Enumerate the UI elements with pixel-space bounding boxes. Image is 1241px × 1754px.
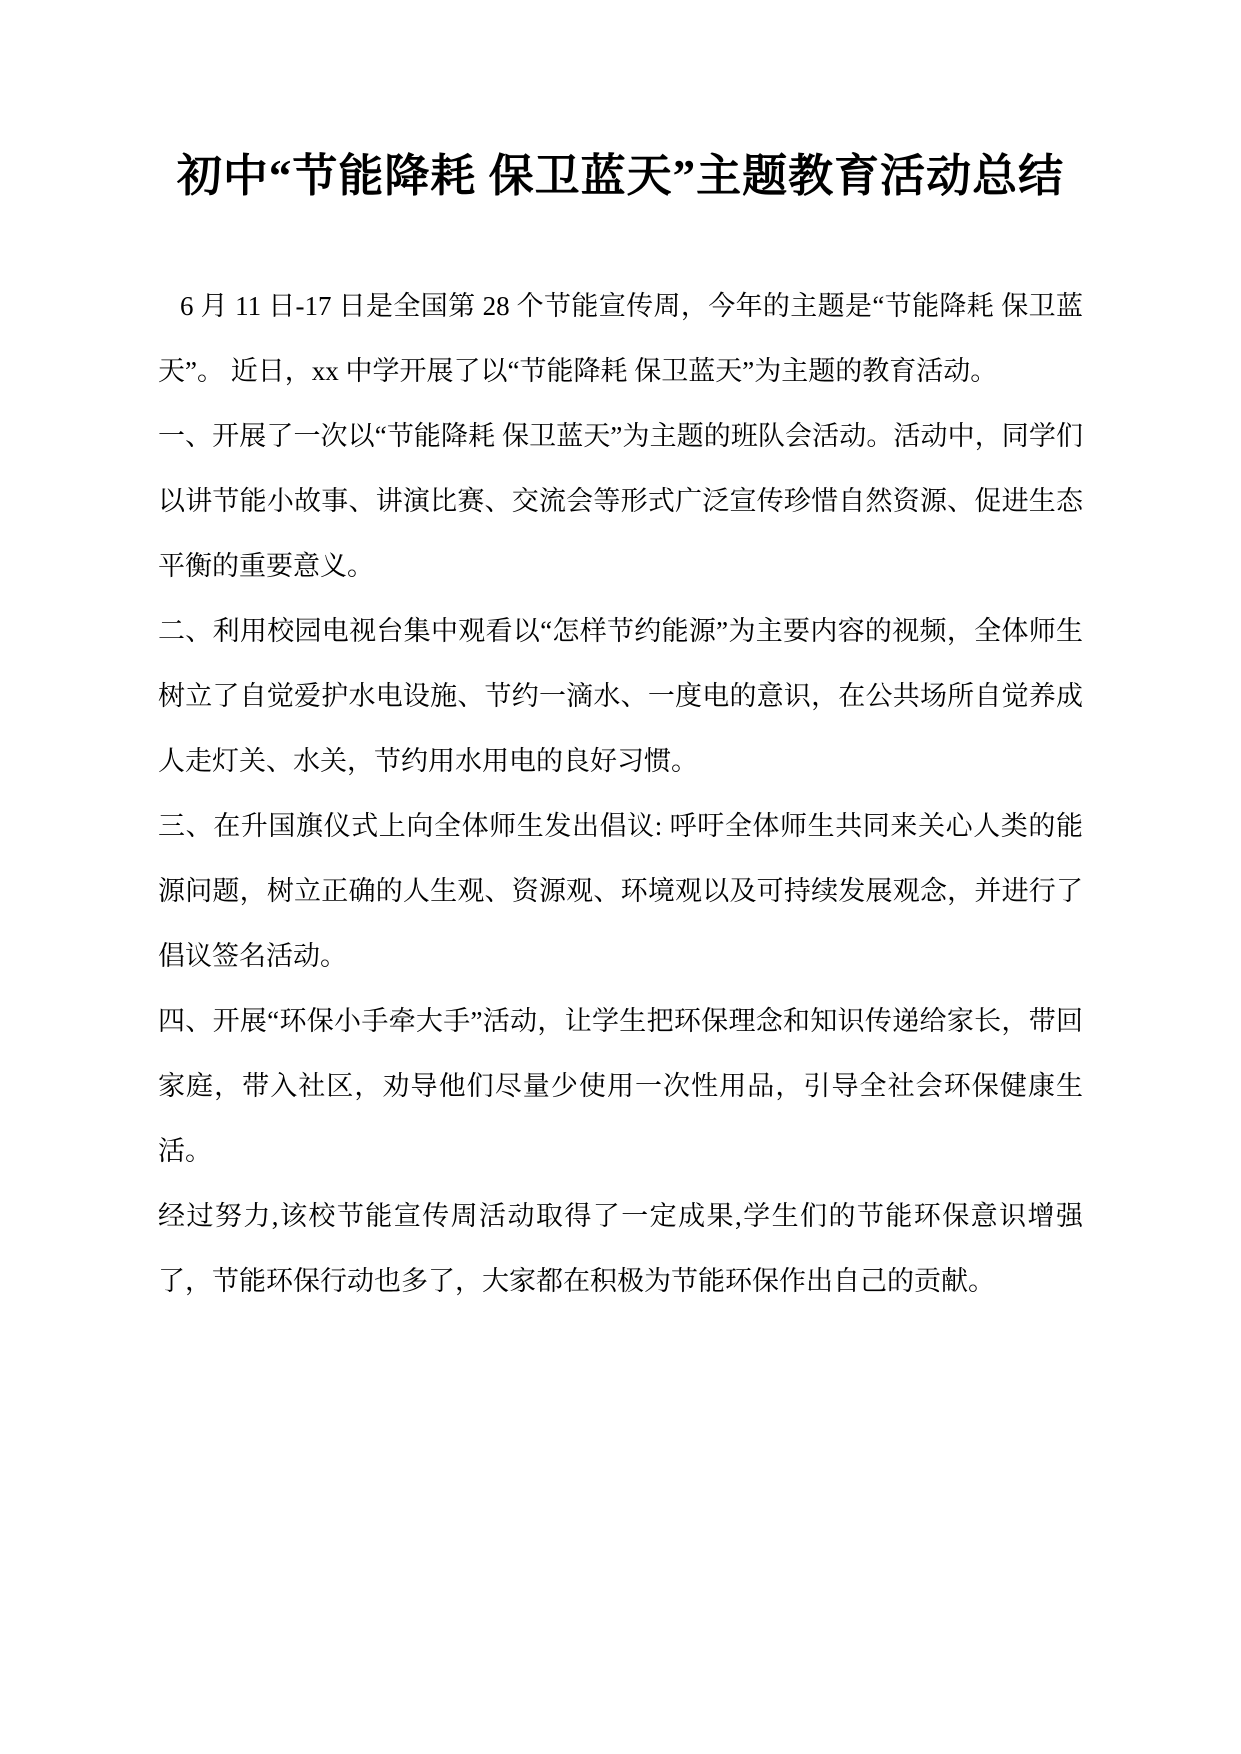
paragraph-conclusion: 经过努力,该校节能宣传周活动取得了一定成果,学生们的节能环保意识增强了，节能环保行动也多了，大家都在积极为节能环保作出自己的贡献。 — [158, 1201, 1083, 1296]
paragraph-item-1: 一、开展了一次以“节能降耗 保卫蓝天”为主题的班队会活动。活动中，同学们以讲节能小故事、讲演比赛、交流会等形式广泛宣传珍惜自然资源、促进生态平衡的重要意义。 — [158, 421, 1083, 581]
document-body — [158, 274, 1083, 1314]
paragraph-item-4: 四、开展“环保小手牵大手”活动，让学生把环保理念和知识传递给家长，带回家庭，带入社区，劝导他们尽量少使用一次性用品，引导全社会环保健康生活。 — [158, 1006, 1083, 1166]
paragraph-intro: 6 月 11 日-17 日是全国第 28 个节能宣传周，今年的主题是“节能降耗 保卫蓝天”。 近日，xx 中学开展了以“节能降耗 保卫蓝天”为主题的教育活动。 — [158, 291, 1083, 386]
document-title: 初中“节能降耗 保卫蓝天”主题教育活动总结 — [176, 151, 1065, 201]
paragraph-item-2: 二、利用校园电视台集中观看以“怎样节约能源”为主要内容的视频，全体师生树立了自觉爱护水电设施、节约一滴水、一度电的意识，在公共场所自觉养成人走灯关、水关，节约用水用电的良好习惯。 — [158, 616, 1083, 776]
paragraph-item-3: 三、在升国旗仪式上向全体师生发出倡议: 呼吁全体师生共同来关心人类的能源问题，树立正确的人生观、资源观、环境观以及可持续发展观念，并进行了倡议签名活动。 — [158, 811, 1083, 971]
